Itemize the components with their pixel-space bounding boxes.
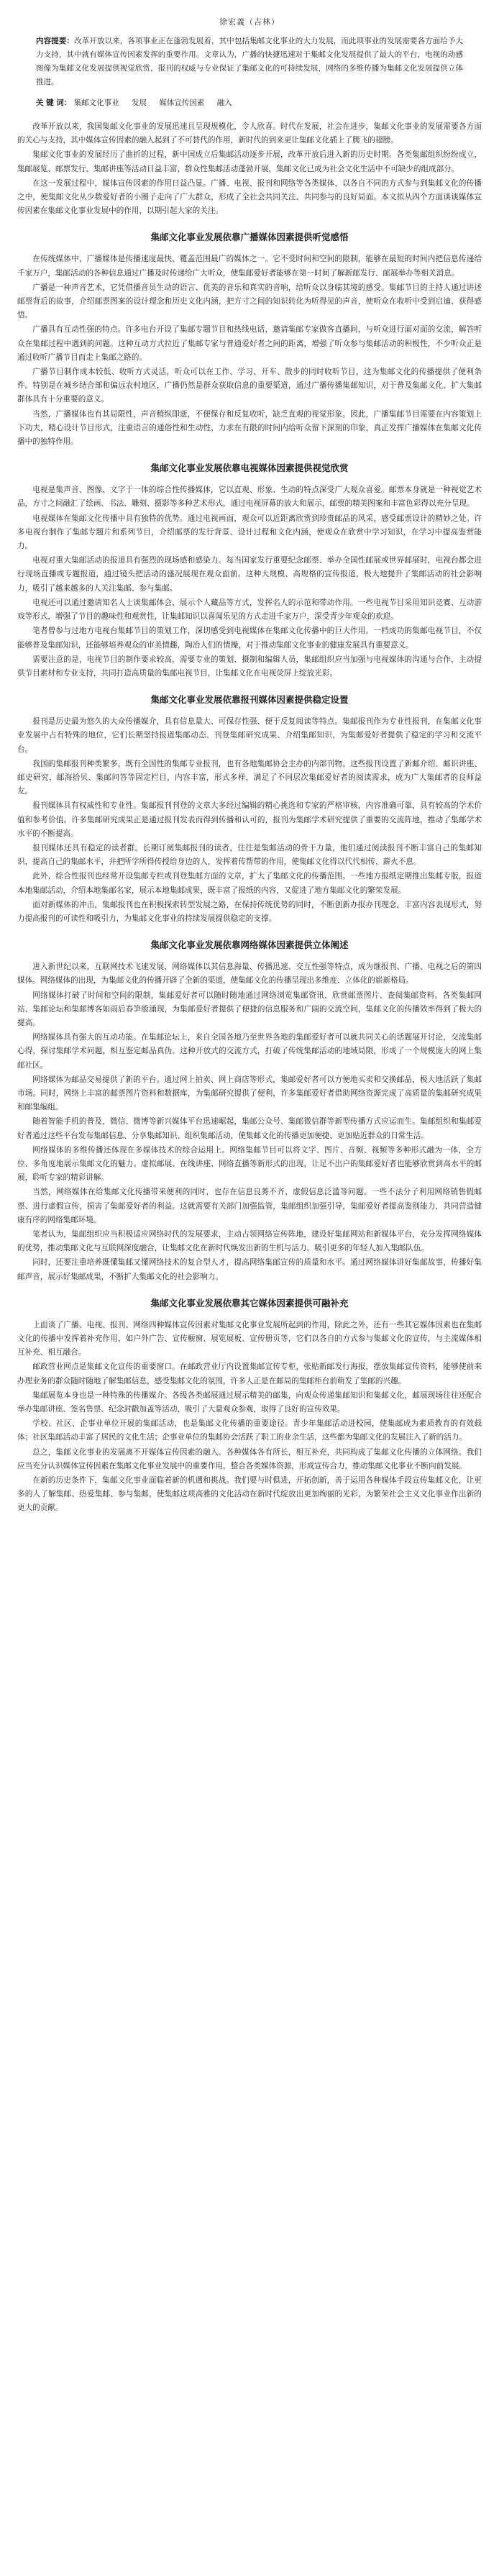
body-paragraph: 我国的集邮报刊种类繁多，既有全国性的集邮专业报刊，也有各地集邮协会主办的内部刊物。这些报刊设置了新邮介绍、邮识讲座、邮史研究、邮海拾贝、集邮问答等固定栏目，内容丰富，形式多样，满足了不同层次集邮爱好者的阅读需求，成为广大集邮者的良师益友。 <box>17 759 482 796</box>
section-heading: 集邮文化事业发展依靠网络媒体因素提供立体阐述 <box>150 939 349 951</box>
section-heading: 集邮文化事业发展依靠广播媒体因素提供听觉感悟 <box>150 232 349 243</box>
body-paragraph: 网络媒体打破了时间和空间的限制，集邮爱好者可以随时随地通过网络浏览集邮资讯、欣赏邮票图片、查阅集邮资料。各类集邮网站、集邮论坛和集邮博客如雨后春笋般涌现，为集邮爱好者提供了便捷的信息服务和广阔的交流空间，集邮文化的传播效率得到了极大的提高。 <box>17 991 482 1027</box>
body-paragraph: 邮政营业网点是集邮文化宣传的重要窗口。在邮政营业厅内设置集邮宣传专柜，张贴新邮发行海报，摆放集邮宣传资料，能够使前来办理业务的群众随时随地了解集邮信息，感受集邮文化的氛围，许多人正是在邮局的集邮柜台前萌发了集邮的兴趣。 <box>17 1362 482 1385</box>
section-heading: 集邮文化事业发展依靠电视媒体因素提供视觉欣赏 <box>150 463 349 474</box>
body-paragraph: 同时，还要注重培养既懂集邮又懂网络技术的复合型人才，提高网络集邮宣传的质量和水平。通过网络媒体讲好集邮故事，传播好集邮声音，展示好集邮成果，不断扩大集邮文化的社会影响力。 <box>17 1258 482 1281</box>
keywords-label: 关 键 词： <box>36 99 72 107</box>
body-paragraph: 集邮文化事业的发展经历了曲折的过程，新中国成立后集邮活动逐步开展，改革开放后进入新的历史时期。各类集邮组织纷纷成立，集邮展览、邮票发行、集邮讲座等活动日益丰富，群众性集邮活动蓬勃开展，集邮文化已成为社会文化生活中不可缺少的组成部分。 <box>17 150 482 173</box>
abstract <box>17 35 482 89</box>
body-paragraph: 当然，广播媒体也有其局限性，声音稍纵即逝，不便保存和反复收听，缺乏直观的视觉形象。因此，广播集邮节目需要在内容策划上下功夫，精心设计节目形式，注重语言的通俗性和生动性，力求在有限的时间内给听众留下深刻的印象，真正发挥广播媒体在集邮文化传播中的独特作用。 <box>17 409 482 447</box>
article-section <box>17 693 482 926</box>
article-section <box>17 462 482 681</box>
body-paragraph: 在这一发展过程中，媒体宣传因素的作用日益凸显。广播、电视、报刊和网络等各类媒体，以各自不同的方式参与到集邮文化的传播之中，使集邮文化从少数爱好者的小圈子走向了广大群众，形成了全社会共同关注、共同参与的良好局面。本文拟从四个方面谈谈媒体宣传因素在集邮文化事业发展中的作用，以期引起大家的关注。 <box>17 178 482 216</box>
body-paragraph: 上面谈了广播、电视、报刊、网络四种媒体宣传因素对集邮文化事业发展所起到的作用，除此之外，还有一些其它媒体因素也在集邮文化的传播中发挥着补充作用，如户外广告、宣传橱窗、展览展板、宣传册页等，它们以各自的方式参与集邮文化的宣传，与主流媒体相互补充、相互融合。 <box>17 1320 482 1357</box>
body-paragraph: 广播节目制作成本较低、收听方式灵活，听众可以在工作、学习、开车、散步的同时收听节目，这为集邮文化的传播提供了便利条件。特别是在城乡结合部和偏远农村地区，广播仍然是群众获取信息的重要渠道，通过广播传播集邮知识，对于普及集邮文化、扩大集邮群体具有十分重要的意义。 <box>17 368 482 404</box>
article-section <box>17 120 482 218</box>
section-heading: 集邮文化事业发展依靠报刊媒体因素提供稳定设置 <box>150 694 349 706</box>
abstract-text: 改革开放以来，各项事业正在蓬勃发展着，其中包括集邮文化事业的大力发展，而此项事业的发展需要各方面给予大力支持，其中就有媒体宣传因素发挥的重要作用。文章认为，广播的快捷迅速对于集邮文化发展提供了最大的平台，电视的动感图像为集邮文化发展提供视觉欣赏，报刊的权威与专业保证了集邮文化的可持续发展，网络的多维传播为集邮文化发展提供立体推进。 <box>36 37 463 86</box>
body-paragraph: 笔者认为，集邮组织应当积极适应网络时代的发展要求，主动占领网络宣传阵地，建设好集邮网站和新媒体平台，充分发挥网络媒体的优势，推动集邮文化与互联网深度融合，让集邮文化在新时代焕发出新的生机与活力，吸引更多的年轻人加入集邮队伍。 <box>17 1230 482 1253</box>
body-paragraph: 随着智能手机的普及，微信、微博等新兴媒体平台迅速崛起，集邮公众号、集邮微信群等新型传播方式应运而生。集邮组织和集邮爱好者通过这些平台发布集邮信息、分享集邮知识、组织集邮活动，使集邮文化的传播更加便捷、更加贴近群众的日常生活。 <box>17 1117 482 1140</box>
section-heading: 集邮文化事业发展依靠其它媒体因素提供可融补充 <box>150 1297 349 1309</box>
body-paragraph: 网络媒体的多维传播还体现在多媒体技术的综合运用上。网络集邮节目可以将文字、图片、音频、视频等多种形式融为一体，全方位、多角度地展示集邮文化的魅力。虚拟邮展、在线讲座、网络直播等新形式的出现，让足不出户的集邮爱好者也能够欣赏到高水平的邮展，聆听专家的精彩讲解。 <box>17 1145 482 1183</box>
body-paragraph: 面对新媒体的冲击，集邮报刊也在积极探索转型发展之路，在保持传统优势的同时，不断创新办报办刊理念，丰富内容表现形式，努力提高报刊的可读性和吸引力，为集邮文化事业的持续发展提供稳定的支撑。 <box>17 900 482 923</box>
body-paragraph: 网络媒体具有强大的互动功能。在集邮论坛上，来自全国各地乃至世界各地的集邮爱好者可以就共同关心的话题展开讨论，交流集邮心得，探讨集邮学术问题，相互鉴定邮品真伪。这种开放式的交流方式，打破了传统集邮活动的地域局限，形成了一个规模庞大的网上集邮社区。 <box>17 1033 482 1070</box>
body-paragraph: 电视还可以通过邀请知名人士谈集邮体会、展示个人藏品等方式，发挥名人的示范和带动作用。一些电视节目采用知识竞赛、互动游戏等形式，增强了节目的趣味性和观赏性，让集邮知识以喜闻乐见的方式走进千家万户，深受青少年观众的欢迎。 <box>17 598 482 622</box>
body-paragraph: 在新的历史条件下，集邮文化事业面临着新的机遇和挑战。我们要与时俱进，开拓创新，善于运用各种媒体手段宣传集邮文化，让更多的人了解集邮、热爱集邮、参与集邮，使集邮这项高雅的文化活动在新时代绽放出更加绚丽的光彩，为繁荣社会主义文化事业作出新的更大的贡献。 <box>17 1476 482 1513</box>
body-paragraph: 电视对重大集邮活动的报道具有强烈的现场感和感染力。每当国家发行重要纪念邮票、举办全国性邮展或世界邮展时，电视台都会进行现场直播或专题报道，通过镜头把活动的盛况展现在观众面前。这种大规模、高规格的宣传报道，极大地提升了集邮活动的社会影响力，吸引了越来越多的人关注集邮、参与集邮。 <box>17 556 482 593</box>
article-section <box>17 939 482 1284</box>
body-paragraph: 学校、社区、企事业单位开展的集邮活动，也是集邮文化传播的重要途径。青少年集邮活动进校园，使集邮成为素质教育的有效载体；社区集邮活动丰富了居民的文化生活；企事业单位的集邮协会活跃了职工的业余生活，这些都为集邮文化的发展注入了新的活力。 <box>17 1419 482 1442</box>
body-paragraph: 广播具有互动性强的特点。许多电台开设了集邮专题节目和热线电话，邀请集邮专家做客直播间，与听众进行面对面的交流，解答听众在集邮过程中遇到的问题。这种互动方式拉近了集邮专家与普通爱好者之间的距离，增强了听众参与集邮活动的积极性，不少听众正是通过收听广播节目而走上集邮之路的。 <box>17 325 482 362</box>
body-paragraph: 需要注意的是，电视节目的制作要求较高，需要专业的策划、摄制和编辑人员，集邮组织应当加强与电视媒体的沟通与合作，主动提供节目素材和专业支持，共同打造高质量的集邮电视节目，让集邮文化在电视荧屏上绽放光彩。 <box>17 655 482 678</box>
body-paragraph: 网络媒体为邮品交易提供了新的平台。通过网上拍卖、网上商店等形式，集邮爱好者可以方便地买卖和交换邮品，极大地活跃了集邮市场。同时，网络上丰富的邮票图片资料和数据库，为集邮研究提供了便利，许多集邮爱好者借助网络资源完成了高质量的集邮研究成果和邮集编组。 <box>17 1075 482 1112</box>
body-paragraph: 此外，综合性报刊也经常开设集邮专栏或刊登集邮方面的文章，扩大了集邮文化的传播范围。一些地方报纸定期推出集邮专版，报道本地集邮活动，介绍本地集邮名家，展示本地集邮成果，既丰富了报纸的内容，又促进了地方集邮文化的繁荣发展。 <box>17 872 482 895</box>
body-paragraph: 总之，集邮文化事业的发展离不开媒体宣传因素的融入。各种媒体各有所长，相互补充，共同构成了集邮文化传播的立体网络。我们应当充分认识媒体宣传因素在集邮文化事业发展中的重要作用，整合各类媒体资源，形成宣传合力，推动集邮文化事业不断向前发展。 <box>17 1447 482 1470</box>
keyword: 发展 <box>132 99 147 107</box>
body-paragraph: 笔者曾参与过地方电视台集邮节目的策划工作，深切感受到电视媒体在集邮文化传播中的巨大作用。一档成功的集邮电视节目，不仅能够普及集邮知识，还能够培养观众的审美情趣，陶冶人们的情操，对于推动集邮文化事业的健康发展具有重要意义。 <box>17 627 482 650</box>
body-paragraph: 当然，网络媒体在给集邮文化传播带来便利的同时，也存在信息良莠不齐、虚假信息泛滥等问题。一些不法分子利用网络销售假邮票、进行虚假宣传，损害了集邮爱好者的利益。这就需要有关部门加强监管，集邮组织加强引导，集邮爱好者提高鉴别能力，共同营造健康有序的网络集邮环境。 <box>17 1188 482 1224</box>
article-body <box>17 120 482 1516</box>
keyword: 媒体宣传因素 <box>159 99 205 107</box>
author-line: 徐宏義（吉林） <box>219 17 280 27</box>
body-paragraph: 广播是一种声音艺术，它凭借播音员生动的语言、优美的音乐和真实的音响，给听众以身临其境的感受。集邮节目的主持人通过讲述邮票背后的故事，介绍邮票图案的设计理念和历史文化内涵，把方寸之间的知识转化为听得见的声音，使听众在收听中受到启迪、获得感悟。 <box>17 283 482 320</box>
body-paragraph: 报刊媒体还具有稳定的读者群。长期订阅集邮报刊的读者，往往是集邮活动的骨干力量，他们通过阅读报刊不断丰富自己的集邮知识，提高自己的集邮水平，并把所学所得传授给身边的人，发挥着传帮带的作用，使集邮文化得以代代相传、薪火不息。 <box>17 843 482 867</box>
article-section <box>17 231 482 449</box>
body-paragraph: 进入新世纪以来，互联网技术飞速发展，网络媒体以其信息海量、传播迅速、交互性强等特点，成为继报刊、广播、电视之后的第四媒体。网络媒体的出现，为集邮文化的传播开辟了全新的渠道，使集邮文化的传播呈现出多维度、立体化的崭新格局。 <box>17 962 482 986</box>
body-paragraph: 报刊是历史最为悠久的大众传播媒介，具有信息量大、可保存性强、便于反复阅读等特点。集邮报刊作为专业性报刊，在集邮文化事业发展中占有特殊的地位，它们长期坚持报道集邮动态、刊登集邮研究成果、介绍集邮知识，为集邮爱好者提供了稳定的学习和交流平台。 <box>17 717 482 754</box>
body-paragraph: 电视媒体在集邮文化传播中具有独特的优势。通过电视画面，观众可以近距离欣赏到珍贵邮品的风采，感受邮票设计的精妙之处。许多电视台制作了集邮专题片和系列节目，介绍邮票的发行背景、设计过程和文化内涵，使观众在欣赏中学习知识，在学习中提高鉴赏能力。 <box>17 514 482 551</box>
body-paragraph: 报刊媒体具有权威性和专业性。集邮报刊刊登的文章大多经过编辑的精心挑选和专家的严格审核，内容准确可靠，具有较高的学术价值和参考价值。许多集邮研究成果正是通过报刊发表而得到传播和认可的，报刊为集邮学术研究提供了重要的交流阵地，推动了集邮学术水平的不断提高。 <box>17 801 482 838</box>
keyword: 集邮文化事业 <box>73 99 119 107</box>
body-paragraph: 改革开放以来，我国集邮文化事业的发展迅速且呈现规模化，令人欣喜。时代在发展，社会在进步，集邮文化事业的发展需要各方面的关心与支持，其中媒体宣传因素的融入起到了不可替代的作用，新时代的到来更让集邮文化插上了腾飞的翅膀。 <box>17 122 482 145</box>
body-paragraph: 在传统媒体中，广播媒体是传播速度最快、覆盖范围最广的媒体之一。它不受时间和空间的限制，能够在最短的时间内把信息传递给千家万户，集邮活动的各种信息通过广播及时传递给广大听众，使集邮爱好者能够在第一时间了解新邮发行、邮展举办等相关消息。 <box>17 255 482 278</box>
body-paragraph: 集邮展览本身也是一种特殊的传播媒介。各级各类邮展通过展示精美的邮集，向观众传递集邮知识和集邮文化，邮展现场往往还配合举办集邮讲座、签名售票、纪念封戳加盖等活动，吸引了大量观众参观，取得了良好的宣传效果。 <box>17 1391 482 1414</box>
keyword: 融入 <box>216 99 232 107</box>
article-section <box>17 1297 482 1516</box>
keywords <box>17 96 482 110</box>
abstract-label: 内容提要： <box>36 37 75 45</box>
body-paragraph: 电视是集声音、图像、文字于一体的综合性传播媒体，它以直观、形象、生动的特点深受广大观众喜爱。邮票本身就是一种视觉艺术品，方寸之间融汇了绘画、书法、雕刻、摄影等多种艺术形式，通过电视屏幕的放大和展示，邮票的精美图案和丰富色彩得以充分呈现。 <box>17 486 482 509</box>
